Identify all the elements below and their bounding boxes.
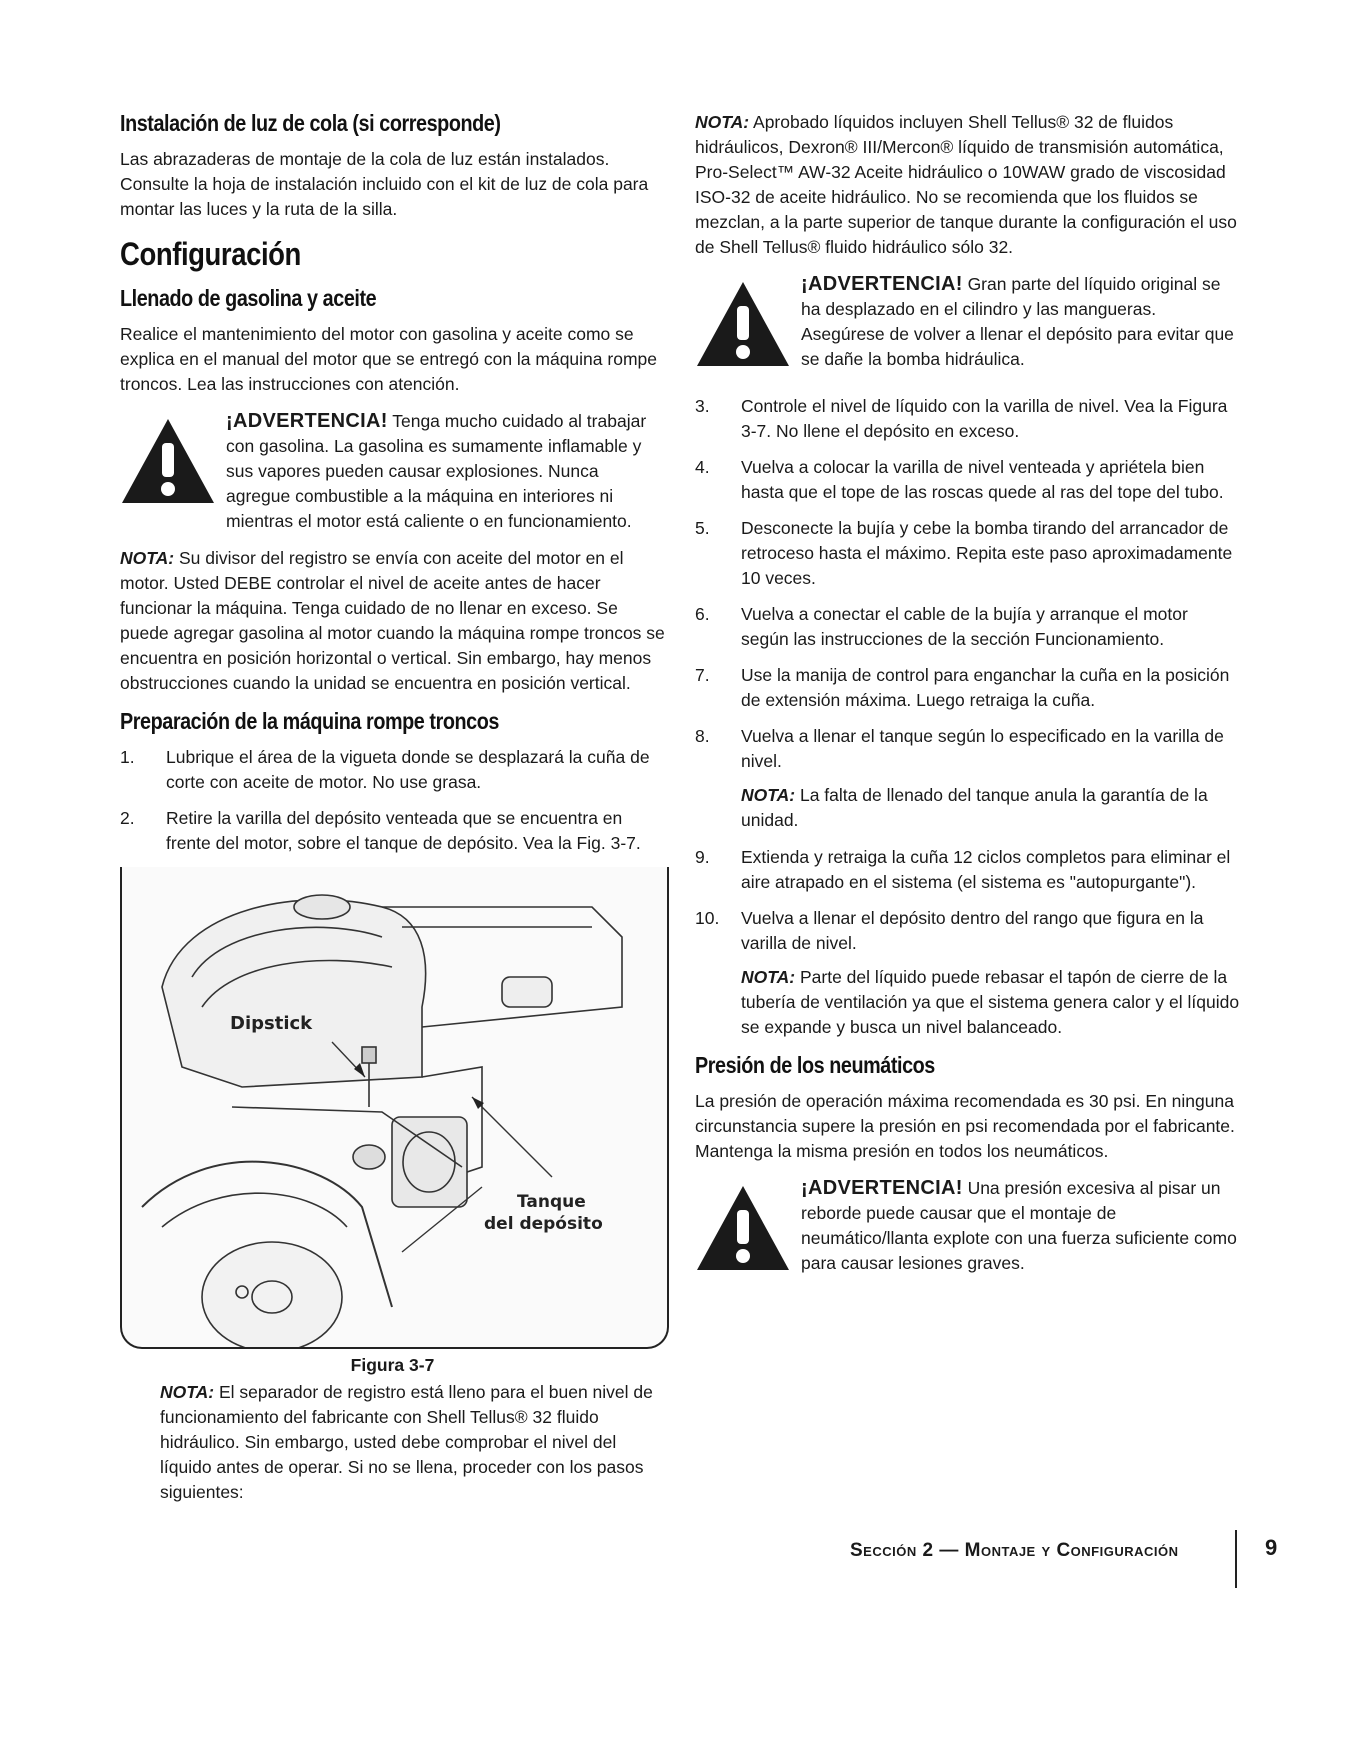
note-text: Aprobado líquidos incluyen Shell Tellus® 32 de fluidos hidráulicos, Dexron® III/Mercon® líquido de transmisión automática, Pro-Select™ AW-32 Aceite hidráulico o 10WAW grado de viscosidad ISO-32 de aceite hidráulico. No se recomienda que los fluidos se mezclan, a la parte superior de tanque durante la configuración el uso de Shell Tellus® fluido hidráulico sólo 32. xyxy=(695,112,1237,257)
note-text: La falta de llenado del tanque anula la garantía de la unidad. xyxy=(741,785,1208,830)
step-text: Vuelva a llenar el tanque según lo especificado en la varilla de nivel. xyxy=(741,726,1224,771)
footer-section-title: Sección 2 — Montaje y Configuración xyxy=(850,1540,1179,1561)
note-label: NOTA: xyxy=(160,1382,215,1402)
right-column xyxy=(695,110,1240,1298)
list-item xyxy=(120,745,665,795)
step-text: Vuelva a llenar el depósito dentro del rango que figura en la varilla de nivel. xyxy=(741,908,1204,953)
list-item xyxy=(695,602,1240,652)
note-text: Parte del líquido puede rebasar el tapón de cierre de la tubería de ventilación ya que el sistema genera calor y el líquido se expande y busca un nivel balanceado. xyxy=(741,967,1240,1037)
footer-divider xyxy=(1235,1530,1237,1588)
figure-3-7 xyxy=(120,867,669,1349)
step-text: Vuelva a colocar la varilla de nivel venteada y apriételа bien hasta que el tope de las roscas quede al ras del tope del tubo. xyxy=(741,457,1224,502)
list-item xyxy=(695,394,1240,444)
step-number: 7. xyxy=(695,665,710,685)
warning-text: Una presión excesiva al pisar un reborde puede causar que el montaje de neumático/llanta explote con una fuerza suficiente como para causar lesiones graves. xyxy=(801,1178,1237,1273)
note-fluids xyxy=(695,110,1240,260)
warning-gasoline xyxy=(120,409,665,534)
label-tank: Tanque xyxy=(517,1192,586,1212)
step-number: 6. xyxy=(695,604,710,624)
left-column xyxy=(120,110,665,1505)
list-item xyxy=(695,455,1240,505)
heading-fill: Llenado de gasolina y aceite xyxy=(120,285,377,311)
warning-triangle-icon xyxy=(695,280,791,368)
note-label: NOTA: xyxy=(741,967,796,987)
page-number: 9 xyxy=(1265,1535,1278,1560)
list-item xyxy=(120,806,665,856)
warning-fluid xyxy=(695,272,1240,382)
note-label: NOTA: xyxy=(741,785,796,805)
list-item xyxy=(695,516,1240,591)
step-number: 8. xyxy=(695,726,710,746)
paragraph-fill: Realice el mantenimiento del motor con gasolina y aceite como se explica en el manual del motor que se entregó con la máquina rompe troncos. Lea las instrucciones con atención. xyxy=(120,324,657,394)
heading-taillight: Instalación de luz de cola (si corresponde) xyxy=(120,110,501,136)
heading-tire-pressure: Presión de los neumáticos xyxy=(695,1052,935,1078)
step-number: 5. xyxy=(695,518,710,538)
figure-caption: Figura 3-7 xyxy=(350,1355,435,1375)
step-number: 9. xyxy=(695,847,710,867)
warning-tire xyxy=(695,1176,1240,1286)
note-text: Su divisor del registro se envía con aceite del motor en el motor. Usted DEBE controlar el nivel de aceite antes de hacer funcionar la máquina. Tenga cuidado de no llenar en exceso. Se puede agregar gasolina al motor cuando la máquina rompe troncos se encuentra en posición horizontal o vertical. Sin embargo, hay menos obstrucciones cuando la unidad se encuentra en posición vertical. xyxy=(120,548,665,693)
paragraph-tire: La presión de operación máxima recomendada es 30 psi. En ninguna circunstancia supere la presión en psi recomendada por el fabricante. Mantenga la misma presión en todos los neumáticos. xyxy=(695,1091,1235,1161)
step-text: Controle el nivel de líquido con la varilla de nivel. Vea la Figura 3-7. No llene el depósito en exceso. xyxy=(741,396,1228,441)
label-dipstick: Dipstick xyxy=(230,1013,313,1034)
note-warranty xyxy=(741,783,1240,833)
heading-prep: Preparación de la máquina rompe troncos xyxy=(120,708,499,734)
engine-illustration xyxy=(122,867,667,1347)
list-item xyxy=(695,663,1240,713)
warning-triangle-icon xyxy=(695,1184,791,1272)
step-text: Retire la varilla del depósito venteada que se encuentra en frente del motor, sobre el tanque de depósito. Vea la Fig. 3-7. xyxy=(166,808,641,853)
warning-text: Tenga mucho cuidado al trabajar con gasolina. La gasolina es sumamente inflamable y sus vapores pueden causar explosiones. Nunca agregue combustible a la máquina en interiores ni mientras el motor está caliente o en funcionamiento. xyxy=(226,411,647,531)
note-label: NOTA: xyxy=(120,548,175,568)
step-number: 4. xyxy=(695,457,710,477)
step-number: 1. xyxy=(120,747,135,767)
step-text: Desconecte la bujía y cebe la bomba tirando del arrancador de retroceso hasta el máximo. Repita este paso aproximadamente 10 veces. xyxy=(741,518,1233,588)
fill-steps-list xyxy=(695,394,1240,774)
step-number: 2. xyxy=(120,808,135,828)
warning-title: ¡ADVERTENCIA! xyxy=(801,1177,963,1199)
note-oil xyxy=(120,546,665,696)
fill-steps-list-2 xyxy=(695,845,1240,956)
list-item xyxy=(695,845,1240,895)
paragraph-taillight: Las abrazaderas de montaje de la cola de luz están instalados. Consulte la hoja de instalación incluido con el kit de luz de cola para montar las luces y la ruta de la silla. xyxy=(120,149,649,219)
heading-configuracion: Configuración xyxy=(120,236,301,272)
note-text: El separador de registro está lleno para el buen nivel de funcionamiento del fabricante con Shell Tellus® 32 fluido hidráulico. Sin embargo, usted debe comprobar el nivel del líquido antes de operar. Si no se llena, proceder con los pasos siguientes: xyxy=(160,1382,653,1502)
prep-steps-list xyxy=(120,745,665,856)
step-text: Extienda y retraiga la cuña 12 ciclos completos para eliminar el aire atrapado en el sistema (el sistema es "autopurgante"). xyxy=(741,847,1231,892)
step-text: Use la manija de control para enganchar la cuña en la posición de extensión máxima. Luego retraiga la cuña. xyxy=(741,665,1230,710)
note-separator xyxy=(160,1380,665,1505)
note-overflow xyxy=(741,965,1240,1040)
label-tank-2: del depósito xyxy=(484,1214,603,1234)
step-number: 10. xyxy=(695,908,720,928)
warning-text: Gran parte del líquido original se ha desplazado en el cilindro y las mangueras. Asegúrese de volver a llenar el depósito para evitar que se dañe la bomba hidráulica. xyxy=(801,274,1234,369)
step-text: Vuelva a conectar el cable de la bujía y arranque el motor según las instrucciones de la sección Funcionamiento. xyxy=(741,604,1188,649)
warning-triangle-icon xyxy=(120,417,216,505)
note-label: NOTA: xyxy=(695,112,750,132)
step-number: 3. xyxy=(695,396,710,416)
list-item xyxy=(695,724,1240,774)
warning-title: ¡ADVERTENCIA! xyxy=(226,410,388,432)
warning-title: ¡ADVERTENCIA! xyxy=(801,273,963,295)
list-item xyxy=(695,906,1240,956)
step-text: Lubrique el área de la vigueta donde se desplazará la cuña de corte con aceite de motor. No use grasa. xyxy=(166,747,650,792)
